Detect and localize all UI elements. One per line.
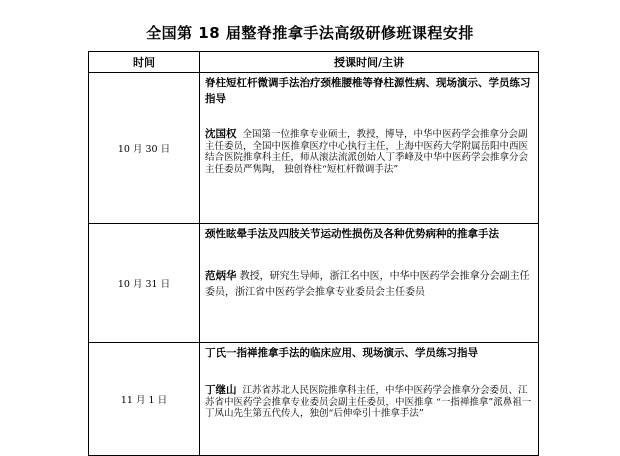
table-header-row (89, 52, 539, 73)
course-topic: 颈性眩晕手法及四肢关节运动性损伤及各种优势病种的推拿手法 (205, 228, 499, 240)
table-row (89, 343, 539, 456)
header-time: 时间 (89, 52, 200, 73)
table-row (89, 224, 539, 343)
lecturer-bio-block (205, 129, 534, 175)
header-content: 授课时间/主讲 (200, 52, 539, 73)
lecturer-bio-block (205, 268, 534, 301)
date-cell: 10 月 30 日 (89, 73, 200, 224)
lecturer-bio-block (205, 385, 534, 420)
content-cell (200, 73, 539, 224)
lecturer-bio: 江苏省苏北人民医院推拿科主任，中华中医药学会推拿分会委员、江苏省中医药学会推拿专业委员会副主任委员，中医推拿 “一指禅推拿”派鼻祖一丁凤山先生第五代传人，独创“后伸牵引十推拿手法” (205, 385, 532, 419)
lecturer-bio: 教授，研究生导师，浙江名中医，中华中医药学会推拿分会副主任委员，浙江省中医药学会推拿专业委员会主任委员 (205, 271, 530, 298)
schedule-table (88, 51, 539, 456)
course-topic: 丁氏一指禅推拿手法的临床应用、现场演示、学员练习指导 (205, 347, 478, 359)
course-topic: 脊柱短杠杆微调手法治疗颈椎腰椎等脊柱源性病、现场演示、学员练习指导 (205, 77, 531, 105)
content-cell (200, 343, 539, 456)
lecturer-name: 范炳华 (205, 270, 237, 282)
page-title: 全国第 18 届整脊推拿手法高级研修班课程安排 (146, 24, 474, 42)
date-cell: 11 月 1 日 (89, 343, 200, 456)
table-row (89, 73, 539, 224)
lecturer-name: 沈国权 (205, 128, 237, 140)
date-cell: 10 月 31 日 (89, 224, 200, 343)
lecturer-name: 丁继山 (205, 384, 237, 396)
content-cell (200, 224, 539, 343)
lecturer-bio: 全国第一位推拿专业硕士，教授，博导，中华中医药学会推拿分会副主任委员，全国中医推拿医疗中心执行主任，上海中医药大学附属岳阳中西医结合医院推拿科主任，师从滚法流派创始人丁季峰及中华中医药学会推拿分会主任委员严隽陶， 独创脊柱“短杠杆微调手法” (205, 129, 529, 175)
